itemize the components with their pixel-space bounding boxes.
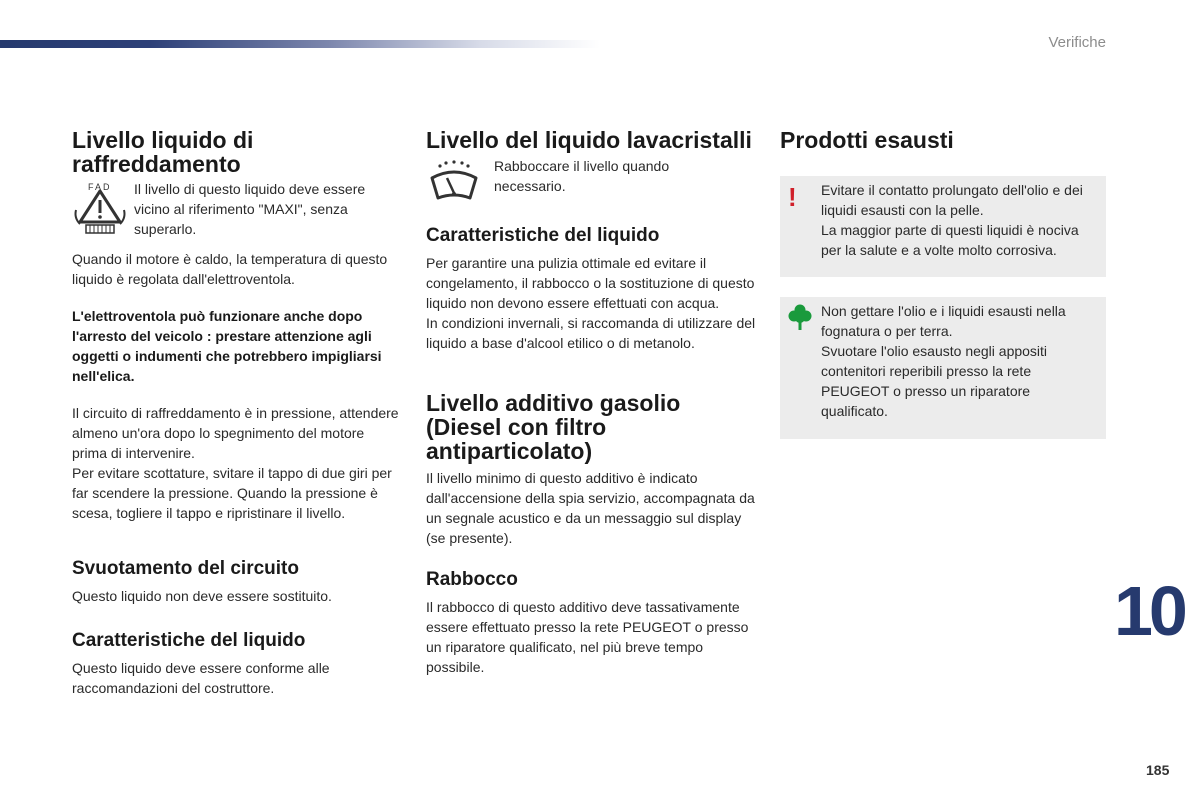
- coolant-para-cap: Per evitare scottature, svitare il tappo di due giri per far scendere la pressione. Quando la pressione è scesa, togliere il tappo e ripristinare il livello.: [72, 465, 392, 521]
- washer-icon-text: Rabboccare il livello quando necessario.: [494, 158, 670, 194]
- coolant-icon-row: [72, 180, 402, 241]
- eco-box-text-2: Svuotare l'olio esausto negli appositi contenitori reperibili presso la rete PEUGEOT o presso un riparatore qualificato.: [821, 343, 1048, 419]
- svg-text:D: D: [103, 182, 110, 192]
- exclamation-icon: !: [788, 182, 797, 212]
- column-coolant: [72, 128, 402, 698]
- additive-heading: Livello additivo gasolio (Diesel con filtro antiparticolato): [426, 390, 681, 464]
- washer-spec-text-1: Per garantire una pulizia ottimale ed evitare il congelamento, il rabbocco o la sostituzione di questo liquido non devono essere effettuati con acqua.: [426, 255, 755, 311]
- coolant-spec-heading: Caratteristiche del liquido: [72, 630, 306, 651]
- drain-heading: Svuotamento del circuito: [72, 558, 299, 579]
- warning-box-text-1: Evitare il contatto prolungato dell'olio e dei liquidi esausti con la pelle.: [821, 182, 1083, 218]
- chapter-number: 10: [1114, 572, 1184, 650]
- tree-icon: [788, 303, 812, 336]
- coolant-para-hot: Quando il motore è caldo, la temperatura di questo liquido è regolata dall'elettroventola.: [72, 251, 388, 287]
- header-gradient-bar: [0, 40, 600, 48]
- washer-spec-heading: Caratteristiche del liquido: [426, 225, 660, 246]
- additive-text: Il livello minimo di questo additivo è indicato dall'accensione della spia servizio, accompagnata da un segnale acustico e da un messaggio sul display (se presente).: [426, 470, 755, 546]
- coolant-icon-text: Il livello di questo liquido deve essere vicino al riferimento "MAXI", senza superarlo.: [134, 181, 366, 237]
- washer-spec-text-2: In condizioni invernali, si raccomanda di utilizzare del liquido a base d'alcool etilico o di metanolo.: [426, 315, 756, 351]
- washer-heading: Livello del liquido lavacristalli: [426, 127, 752, 153]
- eco-box: [780, 297, 1106, 439]
- waste-heading: Prodotti esausti: [780, 127, 954, 153]
- coolant-para-pressure: Il circuito di raffreddamento è in pressione, attendere almeno un'ora dopo lo spegnimento del motore prima di intervenire.: [72, 405, 399, 461]
- coolant-spec-text: Questo liquido deve essere conforme alle raccomandazioni del costruttore.: [72, 660, 330, 696]
- eco-box-text-1: Non gettare l'olio e i liquidi esausti nella fognatura o per terra.: [821, 303, 1066, 339]
- svg-text:A: A: [95, 182, 102, 192]
- column-washer: [426, 128, 756, 677]
- page-number: 185: [1146, 762, 1170, 778]
- drain-text: Questo liquido non deve essere sostituito.: [72, 588, 332, 604]
- warning-box-text-2: La maggior parte di questi liquidi è nociva per la salute e a volte molto corrosiva.: [821, 222, 1079, 258]
- coolant-heading: Livello liquido di raffreddamento: [72, 127, 254, 177]
- section-title: Verifiche: [1048, 34, 1106, 51]
- coolant-fan-warning: L'elettroventola può funzionare anche dopo l'arresto del veicolo : prestare attenzione agli oggetti o indumenti che potrebbero impigliarsi nell'elica.: [72, 308, 382, 384]
- washer-icon-row: [426, 158, 756, 213]
- warning-box: [780, 176, 1106, 277]
- windscreen-washer-icon: [426, 158, 494, 213]
- svg-text:F: F: [88, 182, 94, 192]
- column-waste: [780, 128, 1106, 439]
- refill-text: Il rabbocco di questo additivo deve tassativamente essere effettuato presso la rete PEUGEOT o presso un riparatore qualificato, nel più breve tempo possibile.: [426, 599, 749, 675]
- refill-heading: Rabbocco: [426, 569, 518, 590]
- coolant-warning-icon: [72, 180, 134, 241]
